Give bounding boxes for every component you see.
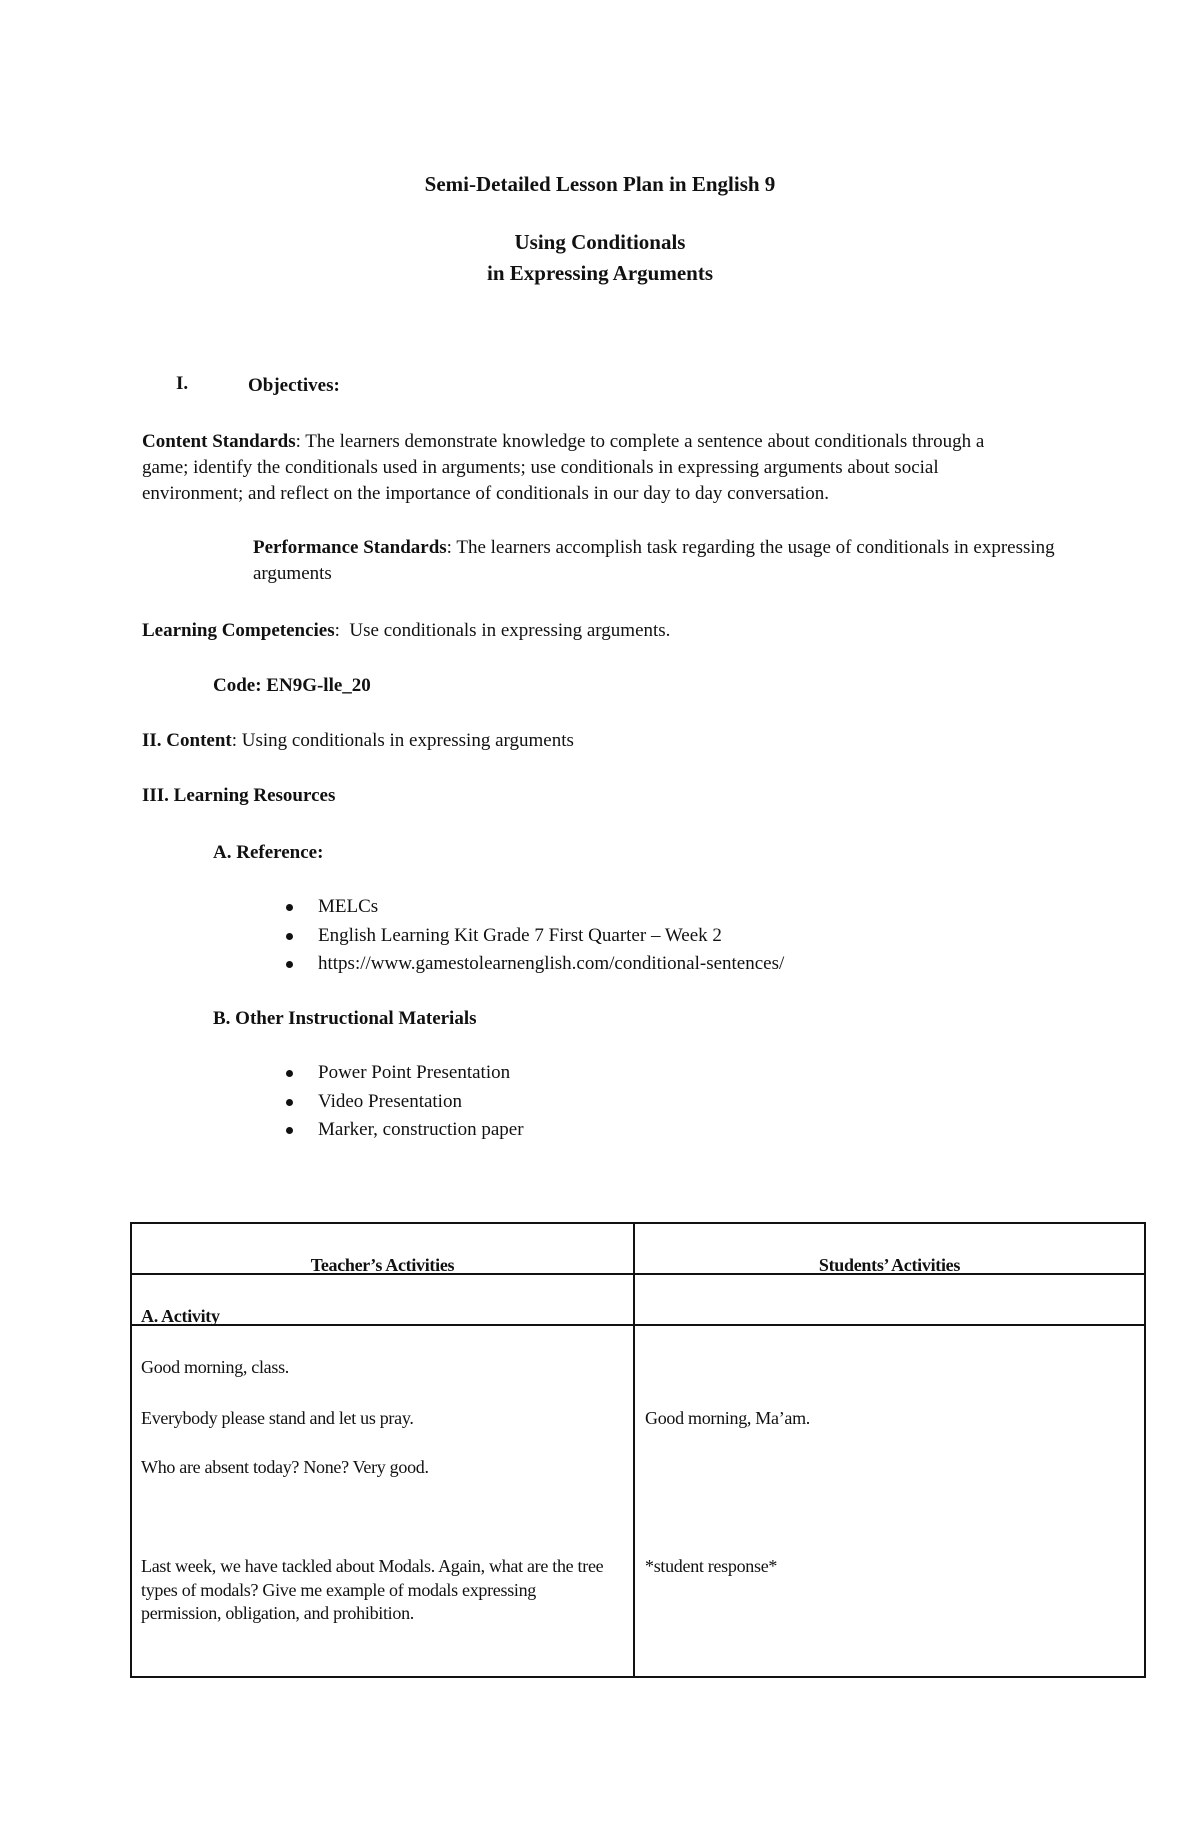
list-item [286, 922, 784, 951]
content-standards-label: Content Standards [142, 431, 296, 452]
bullet-icon [286, 904, 293, 911]
learning-competencies-label: Learning Competencies [142, 620, 335, 641]
objectives-heading: Objectives: [248, 375, 340, 396]
bullet-icon [286, 933, 293, 940]
content-text: : Using conditionals in expressing arguments [231, 730, 574, 751]
row-divider [132, 1324, 1144, 1326]
column-divider [633, 1224, 635, 1676]
reference-item-label: English Learning Kit Grade 7 First Quarter – Week 2 [318, 924, 722, 946]
student-line: Good morning, Ma’am. [645, 1408, 810, 1428]
materials-heading: B. Other Instructional Materials [213, 1008, 477, 1029]
learning-competencies [142, 618, 670, 644]
student-line: *student response* [645, 1556, 778, 1576]
material-item-label: Power Point Presentation [318, 1062, 511, 1083]
list-item [286, 1116, 524, 1145]
bullet-icon [286, 1127, 293, 1134]
teacher-activities-header: Teacher’s Activities [310, 1255, 455, 1275]
teacher-line: Who are absent today? None? Very good. [141, 1457, 429, 1477]
document-title: Semi-Detailed Lesson Plan in English 9 [424, 172, 776, 196]
reference-heading: A. Reference: [213, 842, 324, 863]
list-item [286, 950, 784, 979]
performance-standards-text: : The learners accomplish task regarding the usage of conditionals in expressing arguments [253, 537, 1055, 584]
topic-title-line-1: Using Conditionals [514, 230, 686, 254]
list-item [286, 1059, 524, 1088]
bullet-icon [286, 1099, 293, 1106]
teacher-line: Everybody please stand and let us pray. [141, 1408, 414, 1428]
performance-standards [253, 535, 1083, 587]
content-standards [142, 429, 1032, 507]
activities-table [130, 1222, 1146, 1678]
activity-section-label: A. Activity [141, 1306, 220, 1326]
teacher-line: Good morning, class. [141, 1357, 289, 1377]
material-item-label: Marker, construction paper [318, 1119, 524, 1140]
reference-item-label: https://www.gamestolearnenglish.com/conditional-sentences/ [318, 953, 785, 974]
list-item [286, 1088, 524, 1117]
bullet-icon [286, 1070, 293, 1077]
teacher-line: Last week, we have tackled about Modals. Again, what are the tree types of modals? Give me example of modals expressing permission, obligation, and prohibition. [141, 1556, 604, 1623]
material-item-label: Video Presentation [318, 1090, 462, 1112]
objectives-number: I. [176, 373, 189, 394]
list-item [286, 893, 784, 922]
reference-list [286, 893, 784, 979]
reference-item-label: MELCs [318, 896, 379, 917]
materials-list [286, 1059, 524, 1145]
content-label: II. Content [142, 730, 232, 751]
learning-resources-heading: III. Learning Resources [142, 785, 336, 806]
content-section [142, 728, 574, 754]
topic-title-line-2: in Expressing Arguments [487, 261, 713, 285]
competency-code: Code: EN9G-lle_20 [213, 675, 371, 696]
performance-standards-label: Performance Standards [253, 537, 447, 558]
content-standards-text: : The learners demonstrate knowledge to complete a sentence about conditionals through a game; identify the conditionals used in arguments; use conditionals in expressing arguments about social environment; and reflect on the importance of conditionals in our day to day conversation. [142, 431, 985, 504]
bullet-icon [286, 961, 293, 968]
learning-competencies-text: : Use conditionals in expressing arguments. [334, 620, 671, 641]
students-activities-header: Students’ Activities [818, 1255, 961, 1275]
